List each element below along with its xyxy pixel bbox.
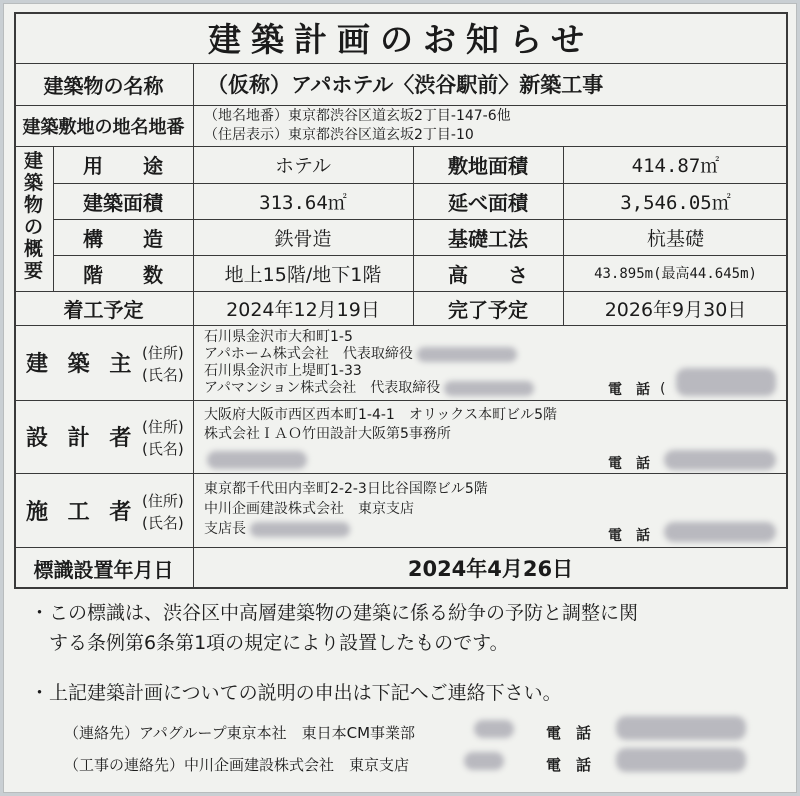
overview-value-use: ホテル bbox=[274, 155, 332, 177]
overview-label-height: 高 さ bbox=[448, 262, 528, 287]
start-label: 着工予定 bbox=[63, 297, 144, 322]
site-address-line2: （住居表示）東京都渋谷区道玄坂2丁目-10 bbox=[204, 127, 474, 143]
building-name-value: （仮称）アパホテル〈渋谷駅前〉新築工事 bbox=[207, 73, 604, 97]
overview-label-building-area: 建築面積 bbox=[83, 190, 163, 215]
overview-value-foundation: 杭基礎 bbox=[646, 227, 704, 250]
site-address-line1: （地名地番）東京都渋谷区道玄坂2丁目-147-6他 bbox=[204, 108, 511, 124]
designer-phone-label: 電 話 bbox=[608, 456, 650, 472]
sign-date-value: 2024年4月26日 bbox=[407, 557, 574, 581]
overview-side-label: 建 築 物 の 概 要 bbox=[23, 150, 43, 282]
overview-label-floor-area: 延べ面積 bbox=[448, 190, 528, 215]
designer-lines: 大阪府大阪市西区西本町1-4-1 オリックス本町ビル5階 株式会社ＩＡＯ竹田設計大阪第5事務所 bbox=[204, 407, 558, 442]
end-label: 完了予定 bbox=[448, 297, 528, 322]
designer-label: 設 計 者 bbox=[26, 426, 138, 451]
redacted-phone bbox=[676, 368, 776, 396]
site-address-label: 建築敷地の地名地番 bbox=[22, 116, 185, 138]
notice-sign bbox=[4, 4, 796, 792]
start-date: 2024年12月19日 bbox=[226, 298, 380, 321]
overview-value-floors: 地上15階/地下1階 bbox=[224, 263, 382, 286]
page-title: 建築計画のお知らせ bbox=[207, 20, 594, 59]
owner-phone-paren: ( bbox=[660, 381, 666, 397]
overview-value-structure: 鉄骨造 bbox=[274, 227, 332, 250]
builder-phone-label: 電 話 bbox=[608, 528, 650, 544]
overview-label-site-area: 敷地面積 bbox=[448, 154, 528, 178]
redacted-name bbox=[207, 451, 307, 469]
overview-value-building-area: 313.64㎡ bbox=[259, 191, 347, 214]
owner-lines: 石川県金沢市大和町1-5 アパホーム株式会社 代表取締役 石川県金沢市上堤町1-33 アパマンション株式会社 代表取締役 bbox=[204, 329, 784, 399]
overview-value-site-area: 414.87㎡ bbox=[631, 155, 720, 177]
contact-label: （連絡先）アパグループ東京本社 東日本CM事業部 bbox=[64, 724, 416, 742]
builder-label: 施 工 者 bbox=[26, 499, 138, 525]
redacted-phone bbox=[616, 748, 746, 772]
note-line: ・上記建築計画についての説明の申出は下記へご連絡下さい。 bbox=[30, 682, 562, 704]
overview-label-structure: 構 造 bbox=[83, 226, 163, 251]
designer-sub-labels: (住所) (氏名) bbox=[142, 418, 184, 458]
sign-date-label: 標識設置年月日 bbox=[33, 557, 174, 582]
site-address-value bbox=[204, 107, 784, 145]
redacted-name bbox=[444, 381, 534, 396]
redacted-name bbox=[464, 752, 504, 770]
building-name-label: 建築物の名称 bbox=[43, 73, 164, 98]
redacted-name bbox=[250, 522, 350, 537]
contact-phone-label: 電 話 bbox=[546, 756, 592, 774]
overview-label-use: 用 途 bbox=[83, 154, 163, 178]
overview-label-foundation: 基礎工法 bbox=[448, 226, 528, 251]
redacted-name bbox=[474, 720, 514, 738]
redacted-name bbox=[417, 347, 517, 362]
end-date: 2026年9月30日 bbox=[604, 298, 747, 321]
owner-label: 建 築 主 bbox=[26, 352, 138, 377]
builder-sub-labels: (住所) (氏名) bbox=[142, 492, 184, 532]
redacted-phone bbox=[664, 522, 776, 542]
contact-phone-label: 電 話 bbox=[546, 724, 592, 742]
redacted-phone bbox=[664, 450, 776, 470]
owner-sub-labels: (住所) (氏名) bbox=[142, 344, 184, 384]
note-line: ・この標識は、渋谷区中高層建築物の建築に係る紛争の予防と調整に関 bbox=[30, 602, 639, 624]
owner-phone-label: 電 話 bbox=[608, 382, 650, 398]
overview-value-floor-area: 3,546.05㎡ bbox=[620, 191, 731, 214]
overview-label-floors: 階 数 bbox=[83, 262, 163, 287]
builder-lines: 東京都千代田内幸町2-2-3日比谷国際ビル5階 中川企画建設株式会社 東京支店 支店長 bbox=[204, 481, 488, 537]
redacted-phone bbox=[616, 716, 746, 740]
note-line: する条例第6条第1項の規定により設置したものです。 bbox=[30, 632, 509, 654]
overview-value-height: 43.895m(最高44.645m) bbox=[594, 266, 757, 282]
contact-label: （工事の連絡先）中川企画建設株式会社 東京支店 bbox=[64, 756, 410, 774]
